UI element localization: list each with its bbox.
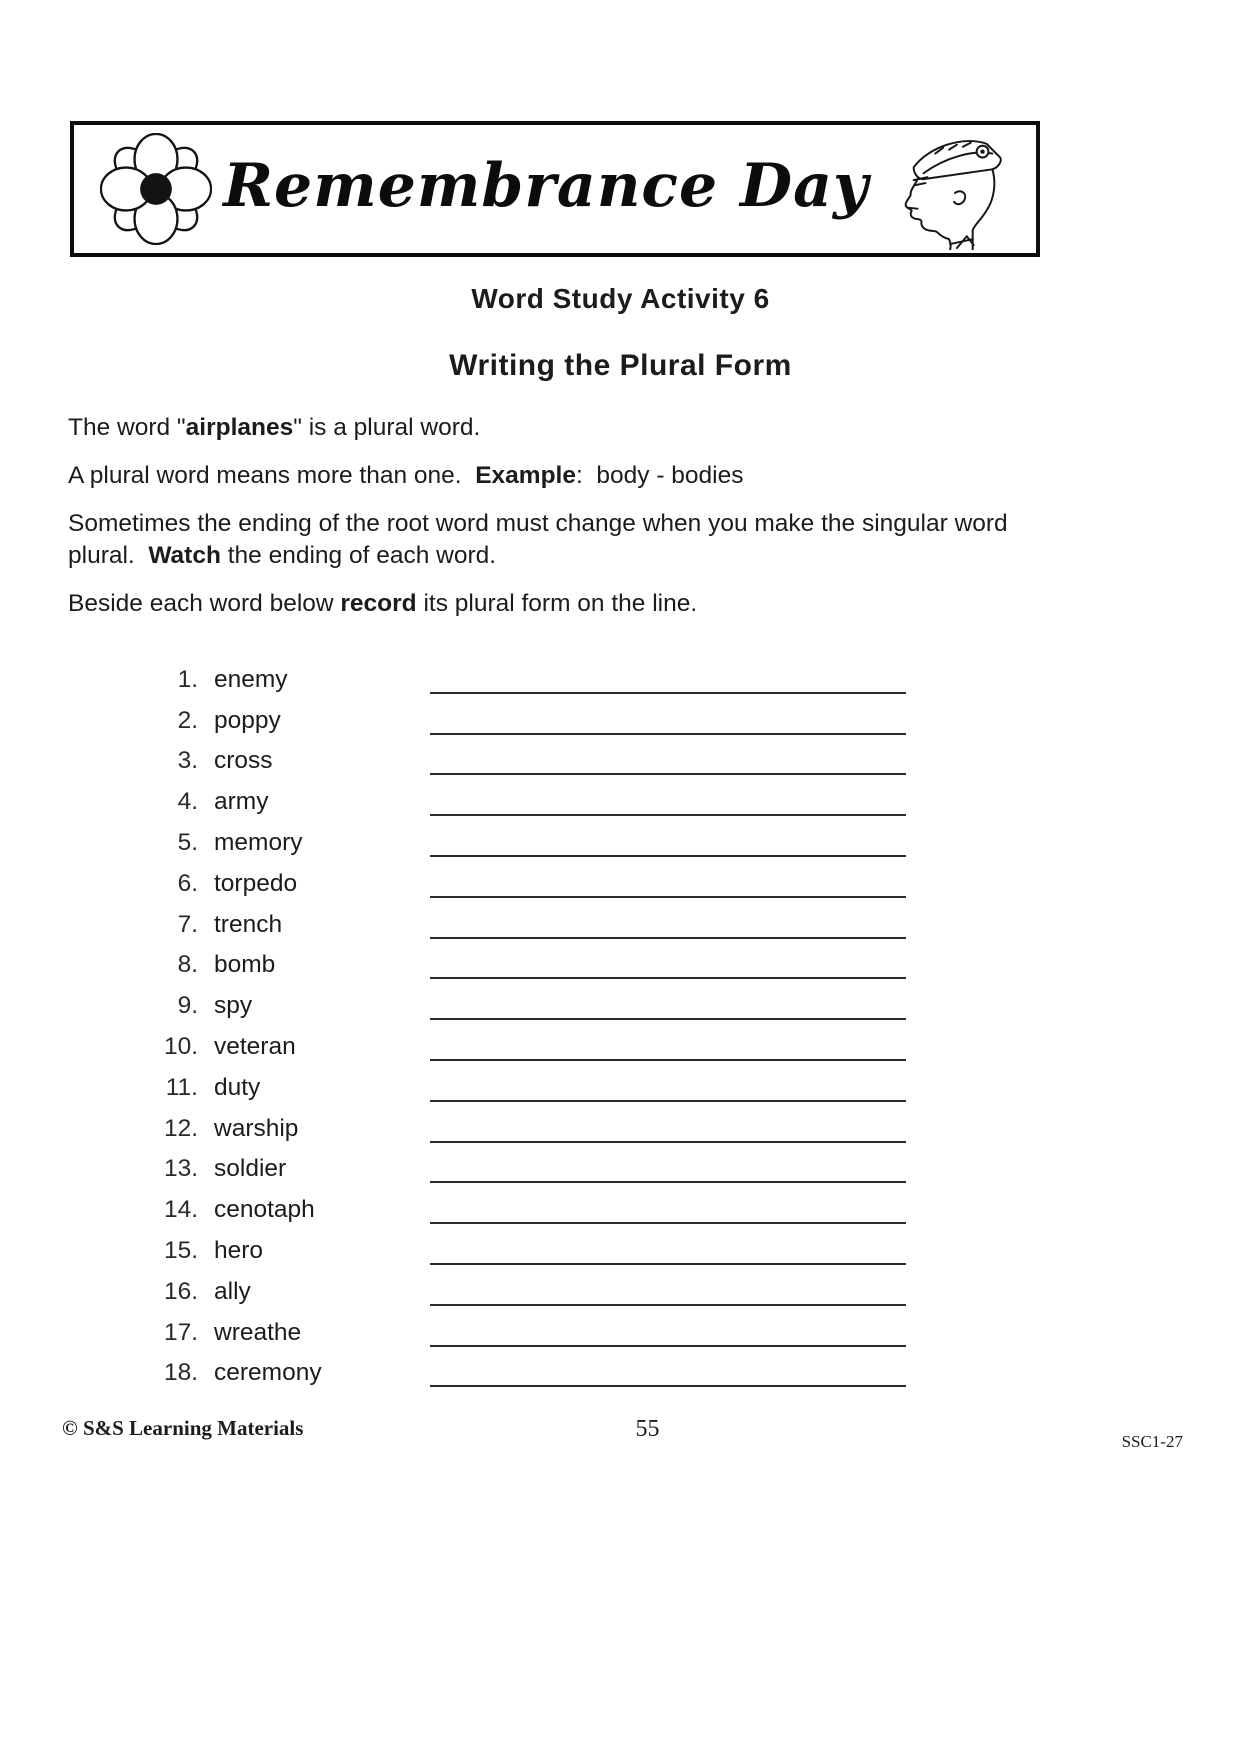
text-segment-bold: Watch [148,542,221,570]
answer-line[interactable] [430,784,906,816]
word-label: ceremony [214,1359,322,1387]
word-number: 2. [177,706,198,734]
copyright-text: © S&S Learning Materials [62,1416,304,1440]
word-label: trench [214,910,283,938]
word-label: bomb [214,951,276,979]
answer-line[interactable] [430,866,906,898]
word-row [148,1183,906,1224]
word-number: 15. [163,1236,198,1264]
word-row [148,653,906,694]
word-label: warship [214,1114,299,1142]
answer-line[interactable] [430,1274,906,1306]
word-row [148,898,906,939]
word-number: 6. [177,869,198,897]
word-number: 14. [163,1196,198,1224]
word-number: 13. [163,1155,198,1183]
answer-line[interactable] [430,1355,906,1387]
activity-title: Word Study Activity 6 [471,283,770,314]
document-code: SSC1-27 [1121,1432,1183,1451]
answer-line[interactable] [430,1111,906,1143]
answer-line[interactable] [430,703,906,735]
answer-line[interactable] [430,1029,906,1061]
text-segment: : body - bodies [575,461,744,489]
word-row [148,1143,906,1184]
word-number: 11. [165,1073,198,1101]
text-segment-bold: Example [475,461,576,489]
text-segment: its plural form on the line. [416,590,698,618]
word-row [148,1265,906,1306]
word-row [148,735,906,776]
word-label: spy [214,992,253,1020]
header-banner [70,121,1040,257]
word-number: 18. [163,1359,198,1387]
word-number: 16. [163,1277,198,1305]
text-segment: The word " [68,414,186,441]
text-segment: the ending of each word. [220,542,497,570]
word-label: torpedo [214,869,298,897]
page-title: Remembrance Day [223,151,869,221]
word-label: wreathe [214,1318,302,1346]
word-number: 17. [163,1318,198,1346]
word-row [148,1061,906,1102]
word-label: memory [214,828,303,856]
word-row [148,1020,906,1061]
word-label: duty [214,1073,261,1101]
word-row [148,1102,906,1143]
worksheet-title: Writing the Plural Form [449,349,792,382]
word-row [148,1306,906,1347]
word-label: poppy [214,706,281,734]
soldier-icon [880,128,1028,250]
answer-line[interactable] [430,947,906,979]
word-label: cross [214,747,273,775]
word-label: ally [214,1277,251,1305]
word-label: hero [214,1236,264,1264]
answer-line[interactable] [430,825,906,857]
text-segment-bold: record [340,590,417,618]
word-label: cenotaph [214,1196,315,1224]
paragraph-intro-4 [68,588,1030,621]
answer-line[interactable] [430,1070,906,1102]
paragraph-intro-3 [68,508,1030,574]
text-segment: " is a plural word. [293,414,481,441]
word-number: 10. [163,1032,198,1060]
word-label: enemy [214,665,288,693]
answer-line[interactable] [430,1315,906,1347]
word-list [148,653,906,1387]
answer-line[interactable] [430,662,906,694]
paragraph-intro-2 [68,460,1030,493]
answer-line[interactable] [430,1151,906,1183]
word-number: 1. [177,665,198,693]
word-row [148,775,906,816]
word-row [148,1347,906,1388]
word-row [148,1224,906,1265]
text-segment: A plural word means more than one. [68,461,476,489]
answer-line[interactable] [430,1192,906,1224]
word-label: army [214,788,269,816]
answer-line[interactable] [430,1233,906,1265]
word-number: 9. [177,992,198,1020]
text-segment-bold: airplanes [185,414,294,441]
answer-line[interactable] [430,743,906,775]
text-segment: Sometimes the ending of the root word must change when you make the singular word plural. [68,509,1008,570]
word-row [148,979,906,1020]
word-row [148,694,906,735]
word-number: 5. [177,828,198,856]
word-number: 7. [177,910,198,938]
word-number: 8. [177,951,198,979]
paragraph-intro-1 [68,412,1030,445]
footer [62,1416,1183,1452]
word-row [148,816,906,857]
text-segment: Beside each word below [68,590,341,618]
answer-line[interactable] [430,988,906,1020]
word-label: soldier [214,1155,287,1183]
word-number: 12. [163,1114,198,1142]
page-number: 55 [635,1416,660,1442]
word-number: 4. [177,788,198,816]
word-label: veteran [214,1032,296,1060]
word-number: 3. [177,747,198,775]
word-row [148,857,906,898]
poppy-icon [100,133,212,245]
answer-line[interactable] [430,907,906,939]
instructions [68,412,1030,636]
word-row [148,939,906,980]
